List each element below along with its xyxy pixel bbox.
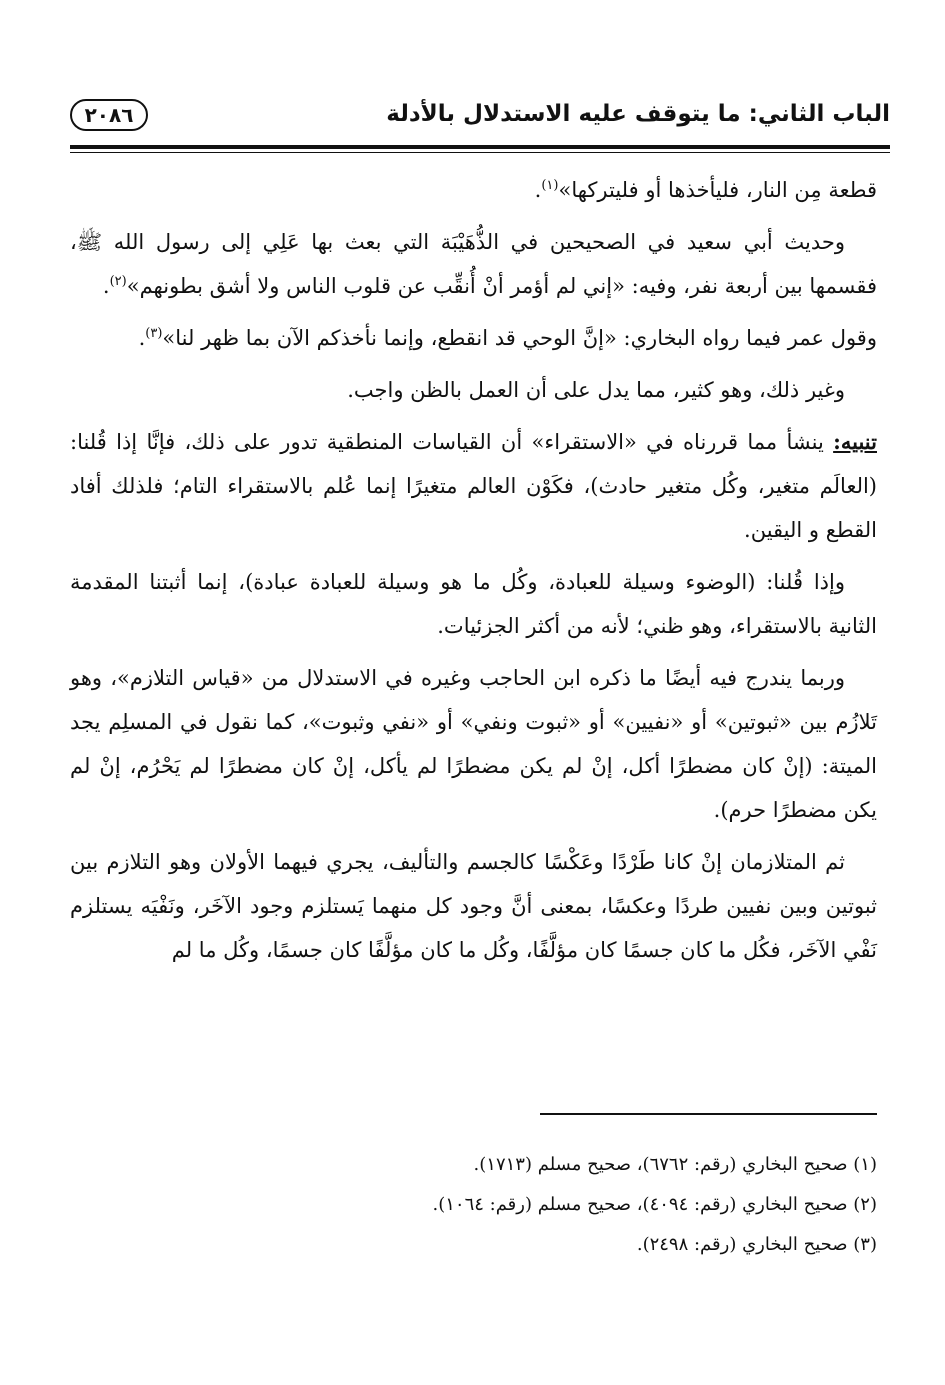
paragraph-6: وإذا قُلنا: (الوضوء وسيلة للعبادة، وكُل ما هو وسيلة للعبادة عبادة)، إنما أثبتنا المقدمة الثانية بالاستقراء، وهو ظني؛ لأنه من أكثر الجزئيات. xyxy=(70,570,877,638)
footnotes xyxy=(70,1145,877,1265)
footnote-separator xyxy=(540,1113,877,1115)
footnote-ref-1[interactable]: (١) xyxy=(541,178,559,193)
footnote-1: (١) صحيح البخاري (رقم: ٦٧٦٢)، صحيح مسلم (١٧١٣). xyxy=(473,1154,877,1175)
header-rule-thick xyxy=(70,145,890,149)
chapter-title: الباب الثاني: ما يتوقف عليه الاستدلال بالأدلة xyxy=(386,101,890,127)
note-label: تنبيه: xyxy=(833,429,877,454)
running-header xyxy=(70,95,890,143)
header-rule-thin xyxy=(70,152,890,153)
footnote-3: (٣) صحيح البخاري (رقم: ٢٤٩٨). xyxy=(636,1234,877,1255)
paragraph-2 xyxy=(70,220,877,308)
footnote-2: (٢) صحيح البخاري (رقم: ٤٠٩٤)، صحيح مسلم (رقم: ١٠٦٤). xyxy=(432,1194,877,1215)
paragraph-3-end: . xyxy=(138,326,146,350)
paragraph-5-text: ينشأ مما قررناه في «الاستقراء» أن القياسات المنطقية تدور على ذلك، فإنَّا إذا قُلنا: (العالَم متغير، وكُل متغير حادث)، فكَوْن العالم متغيرًا إنما عُلم بالاستقراء التام؛ فلذلك أفاد القطع و اليقين. xyxy=(70,430,877,542)
footnote-ref-3[interactable]: (٣) xyxy=(145,326,163,341)
paragraph-7: وربما يندرج فيه أيضًا ما ذكره ابن الحاجب وغيره في الاستدلال من «قياس التلازم»، وهو تَلازُم بين «ثبوتين» أو «نفيين» أو «ثبوت ونفي» أو «نفي وثبوت»، كما نقول في المسلِم يجد الميتة: (إنْ كان مضطرًا أكل، إنْ لم يكن مضطرًا لم يأكل، إنْ كان مضطرًا لم يَحْرُم، إنْ لم يكن مضطرًا حرم). xyxy=(70,666,877,822)
paragraph-1 xyxy=(70,168,877,212)
paragraph-3-text: وقول عمر فيما رواه البخاري: «إنَّ الوحي قد انقطع، وإنما نأخذكم الآن بما ظهر لنا» xyxy=(162,326,877,350)
paragraph-4: وغير ذلك، وهو كثير، مما يدل على أن العمل بالظن واجب. xyxy=(347,378,845,402)
paragraph-2-end: . xyxy=(102,274,110,298)
paragraph-3 xyxy=(70,316,877,360)
paragraph-1-text: قطعة مِن النار، فليأخذها أو فليتركها» xyxy=(558,178,877,202)
paragraph-2-text: وحديث أبي سعيد في الصحيحين في الذُّهَيْبَة التي بعث بها عَلِي إلى رسول الله ﷺ، فقسمها بين أربعة نفر، وفيه: «إني لم أؤمر أنْ أُنقِّب عن قلوب الناس ولا أشق بطونهم» xyxy=(70,230,877,298)
paragraph-8: ثم المتلازمان إنْ كانا طَرْدًا وعَكْسًا كالجسم والتأليف، يجري فيهما الأولان وهو التلازم بين ثبوتين وبين نفيين طردًا وعكسًا، بمعنى أنَّ وجود كل منهما يَستلزم وجود الآخَر، ونَفْيَه يستلزم نَفْي الآخَر، فكُل ما كان جسمًا كان مؤلَّفًا، وكُل ما كان مؤلَّفًا كان جسمًا، وكُل ما لم xyxy=(70,850,877,962)
paragraph-5 xyxy=(70,420,877,552)
paragraph-1-end: . xyxy=(534,178,542,202)
main-text xyxy=(70,168,877,980)
footnote-ref-2[interactable]: (٢) xyxy=(109,274,127,289)
page-number-badge: ٢٠٨٦ xyxy=(70,99,148,131)
